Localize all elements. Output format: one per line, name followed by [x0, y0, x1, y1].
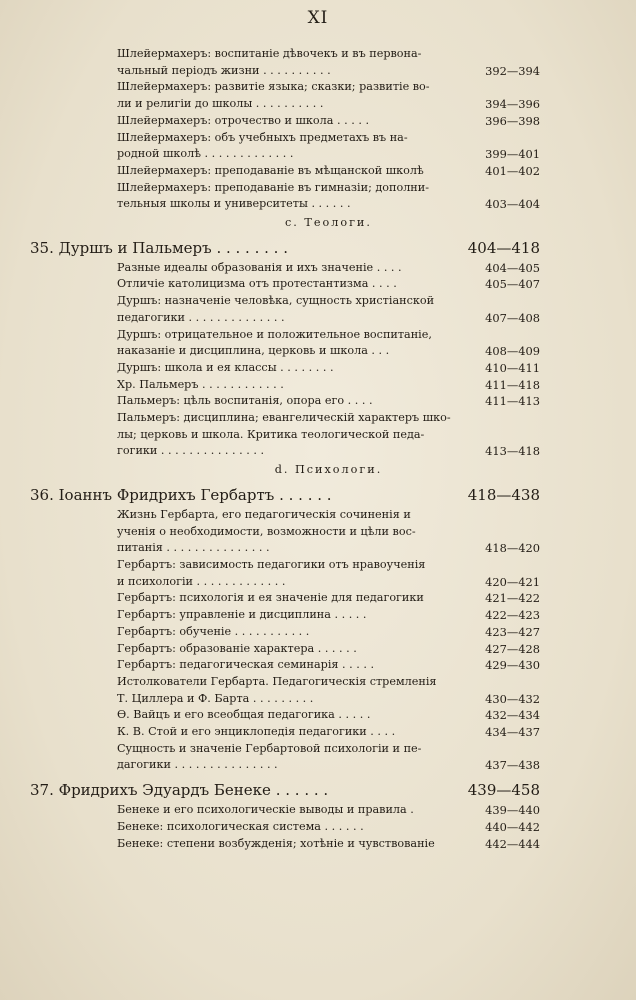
toc-entry	[30, 63, 540, 80]
toc-entry	[30, 724, 540, 741]
toc-page-range: 432—434	[485, 708, 540, 723]
toc-entry-title: 36. Іоаннъ Фридрихъ Гербартъ . . . . . .	[30, 485, 332, 504]
toc-entry-title: наказаніе и дисциплина, церковь и школа . . .	[117, 344, 390, 358]
toc-entry	[30, 410, 540, 427]
toc-page-range: 422—423	[485, 608, 540, 623]
toc-entry-title: чальный періодъ жизни . . . . . . . . . .	[117, 63, 331, 77]
toc-page-range: 439—440	[485, 803, 540, 818]
toc-entry-title: Гербартъ: психологія и ея значеніе для педагогики	[117, 591, 424, 605]
toc-entry-title: педагогики . . . . . . . . . . . . . .	[117, 310, 285, 324]
toc-entry-title: Пальмеръ: цѣль воспитанія, опора его . . . .	[117, 394, 373, 408]
toc-entry	[30, 180, 540, 197]
toc-page-range: 403—404	[485, 197, 540, 212]
toc-entry	[30, 163, 540, 180]
toc-entry-title: с. Теологи.	[285, 216, 372, 230]
toc-entry-title: лы; церковь и школа. Критика теологической педа-	[117, 427, 425, 441]
toc-page-range: 408—409	[485, 344, 540, 359]
toc-page-range: 418—420	[485, 541, 540, 556]
toc-entry-title: Хр. Пальмеръ . . . . . . . . . . . .	[117, 377, 284, 391]
toc-entry-title: ученія о необходимости, возможности и цѣли вос-	[117, 524, 416, 538]
toc-entry-title: 37. Фридрихъ Эдуардъ Бенеке . . . . . .	[30, 781, 329, 800]
toc-entry-title: Т. Циллера и Ф. Барта . . . . . . . . .	[117, 691, 314, 705]
toc-page-range: 399—401	[485, 147, 540, 162]
toc-page-range: 411—413	[485, 394, 540, 409]
toc-entry	[30, 590, 540, 607]
toc-entry	[30, 293, 540, 310]
toc-entry-title: Гербартъ: образованіе характера . . . . . .	[117, 641, 357, 655]
toc-entry	[30, 624, 540, 641]
toc-entry	[30, 46, 540, 63]
toc-entry-title: К. В. Стой и его энциклопедія педагогики . . . .	[117, 725, 396, 739]
toc-entry-title: d. Психологи.	[274, 463, 383, 477]
toc-entry-title: Дуршъ: школа и ея классы . . . . . . . .	[117, 360, 334, 374]
toc-page-range: 404—418	[467, 238, 540, 257]
toc-entry	[30, 196, 540, 213]
toc-entry	[30, 146, 540, 163]
toc-entry	[30, 96, 540, 113]
toc-entry-title: Гербартъ: управленіе и дисциплина . . . . .	[117, 608, 367, 622]
toc-section-heading	[30, 462, 540, 479]
toc-entry-title: Сущность и значеніе Гербартовой психологіи и пе-	[117, 741, 422, 755]
toc-entry-title: Отличіе католицизма отъ протестантизма . . . .	[117, 277, 397, 291]
toc-page-range: 401—402	[485, 163, 540, 178]
toc-page-range: 392—394	[485, 63, 540, 78]
toc-entry-title: тельныя школы и университеты . . . . . .	[117, 197, 351, 211]
toc-entry	[30, 657, 540, 674]
toc-entry	[30, 819, 540, 836]
toc-entry	[30, 641, 540, 658]
toc-page-range: 410—411	[485, 360, 540, 375]
toc-entry-title: Истолкователи Гербарта. Педагогическія стремленія	[117, 674, 437, 688]
toc-entry-title: Шлейермахеръ: преподаваніе въ мѣщанской школѣ	[117, 163, 424, 177]
toc-entry	[30, 691, 540, 708]
toc-page-range: 439—458	[467, 781, 540, 800]
table-of-contents	[30, 46, 540, 852]
toc-page-range: 427—428	[485, 641, 540, 656]
toc-entry-title: ли и религіи до школы . . . . . . . . . .	[117, 97, 324, 111]
toc-entry	[30, 524, 540, 541]
toc-entry	[30, 836, 540, 853]
toc-entry-title: Гербартъ: зависимость педагогики отъ нравоученія	[117, 557, 426, 571]
toc-page-range: 440—442	[485, 819, 540, 834]
toc-entry-title: дагогики . . . . . . . . . . . . . . .	[117, 758, 278, 772]
toc-entry	[30, 276, 540, 293]
toc-page-range: 411—418	[485, 377, 540, 392]
toc-entry	[30, 557, 540, 574]
toc-entry	[30, 130, 540, 147]
toc-chapter-entry	[30, 483, 540, 507]
toc-entry-title: Дуршъ: отрицательное и положительное воспитаніе,	[117, 327, 432, 341]
toc-entry	[30, 113, 540, 130]
toc-entry	[30, 443, 540, 460]
toc-entry-title: Шлейермахеръ: воспитаніе дѣвочекъ и въ первона-	[117, 47, 422, 60]
toc-entry-title: Дуршъ: назначеніе человѣка, сущность христіанской	[117, 294, 435, 308]
toc-entry-title: Разные идеалы образованія и ихъ значеніе . . . .	[117, 260, 402, 274]
toc-entry-title: родной школѣ . . . . . . . . . . . . .	[117, 147, 294, 161]
toc-entry-title: Бенеке: психологическая система . . . . . .	[117, 819, 364, 833]
toc-entry-title: Бенеке и его психологическіе выводы и правила .	[117, 803, 414, 817]
toc-entry	[30, 674, 540, 691]
toc-page-range: 394—396	[485, 97, 540, 112]
toc-entry	[30, 802, 540, 819]
page-number: XI	[307, 8, 329, 28]
toc-section-heading	[30, 215, 540, 232]
toc-page-range: 413—418	[485, 444, 540, 459]
toc-page-range: 434—437	[485, 725, 540, 740]
toc-entry	[30, 377, 540, 394]
toc-entry	[30, 427, 540, 444]
toc-entry	[30, 707, 540, 724]
toc-entry-title: Шлейермахеръ: преподаваніе въ гимназіи; дополни-	[117, 180, 430, 194]
toc-page-range: 404—405	[485, 260, 540, 275]
toc-entry-title: питанія . . . . . . . . . . . . . . .	[117, 541, 270, 555]
toc-page-range: 420—421	[485, 574, 540, 589]
toc-page-range: 407—408	[485, 310, 540, 325]
toc-page-range: 421—422	[485, 591, 540, 606]
toc-entry-title: Гербартъ: обученіе . . . . . . . . . . .	[117, 624, 310, 638]
toc-page-range: 442—444	[485, 836, 540, 851]
toc-page-range: 429—430	[485, 658, 540, 673]
toc-entry-title: Жизнь Гербарта, его педагогическія сочиненія и	[117, 507, 411, 521]
toc-entry-title: Шлейермахеръ: развитіе языка; сказки; развитіе во-	[117, 80, 430, 94]
toc-entry	[30, 310, 540, 327]
toc-entry-title: Пальмеръ: дисциплина; евангелическій характеръ шко-	[117, 411, 451, 425]
toc-entry	[30, 507, 540, 524]
toc-entry	[30, 327, 540, 344]
toc-entry	[30, 393, 540, 410]
toc-entry	[30, 757, 540, 774]
toc-entry-title: Шлейермахеръ: отрочество и школа . . . . .	[117, 113, 370, 127]
toc-chapter-entry	[30, 778, 540, 802]
toc-entry	[30, 360, 540, 377]
toc-page-range: 405—407	[485, 277, 540, 292]
toc-entry	[30, 741, 540, 758]
toc-chapter-entry	[30, 236, 540, 260]
toc-entry-title: Шлейермахеръ: объ учебныхъ предметахъ въ на-	[117, 130, 408, 144]
toc-entry	[30, 343, 540, 360]
toc-entry	[30, 260, 540, 277]
toc-entry-title: Бенеке: степени возбужденія; хотѣніе и чувствованіе	[117, 836, 435, 850]
toc-entry	[30, 607, 540, 624]
toc-entry-title: гогики . . . . . . . . . . . . . . .	[117, 444, 265, 458]
toc-page-range: 430—432	[485, 691, 540, 706]
toc-page-range: 396—398	[485, 113, 540, 128]
toc-page-range: 437—438	[485, 758, 540, 773]
toc-entry-title: Ѳ. Вайцъ и его всеобщая педагогика . . . . .	[117, 708, 371, 722]
toc-entry	[30, 79, 540, 96]
toc-entry-title: и психологіи . . . . . . . . . . . . .	[117, 574, 286, 588]
toc-entry-title: Гербартъ: педагогическая семинарія . . . . .	[117, 658, 375, 672]
toc-entry	[30, 540, 540, 557]
toc-page-range: 423—427	[485, 624, 540, 639]
toc-entry-title: 35. Дуршъ и Пальмеръ . . . . . . . .	[30, 238, 288, 257]
toc-entry	[30, 574, 540, 591]
toc-page-range: 418—438	[467, 485, 540, 504]
